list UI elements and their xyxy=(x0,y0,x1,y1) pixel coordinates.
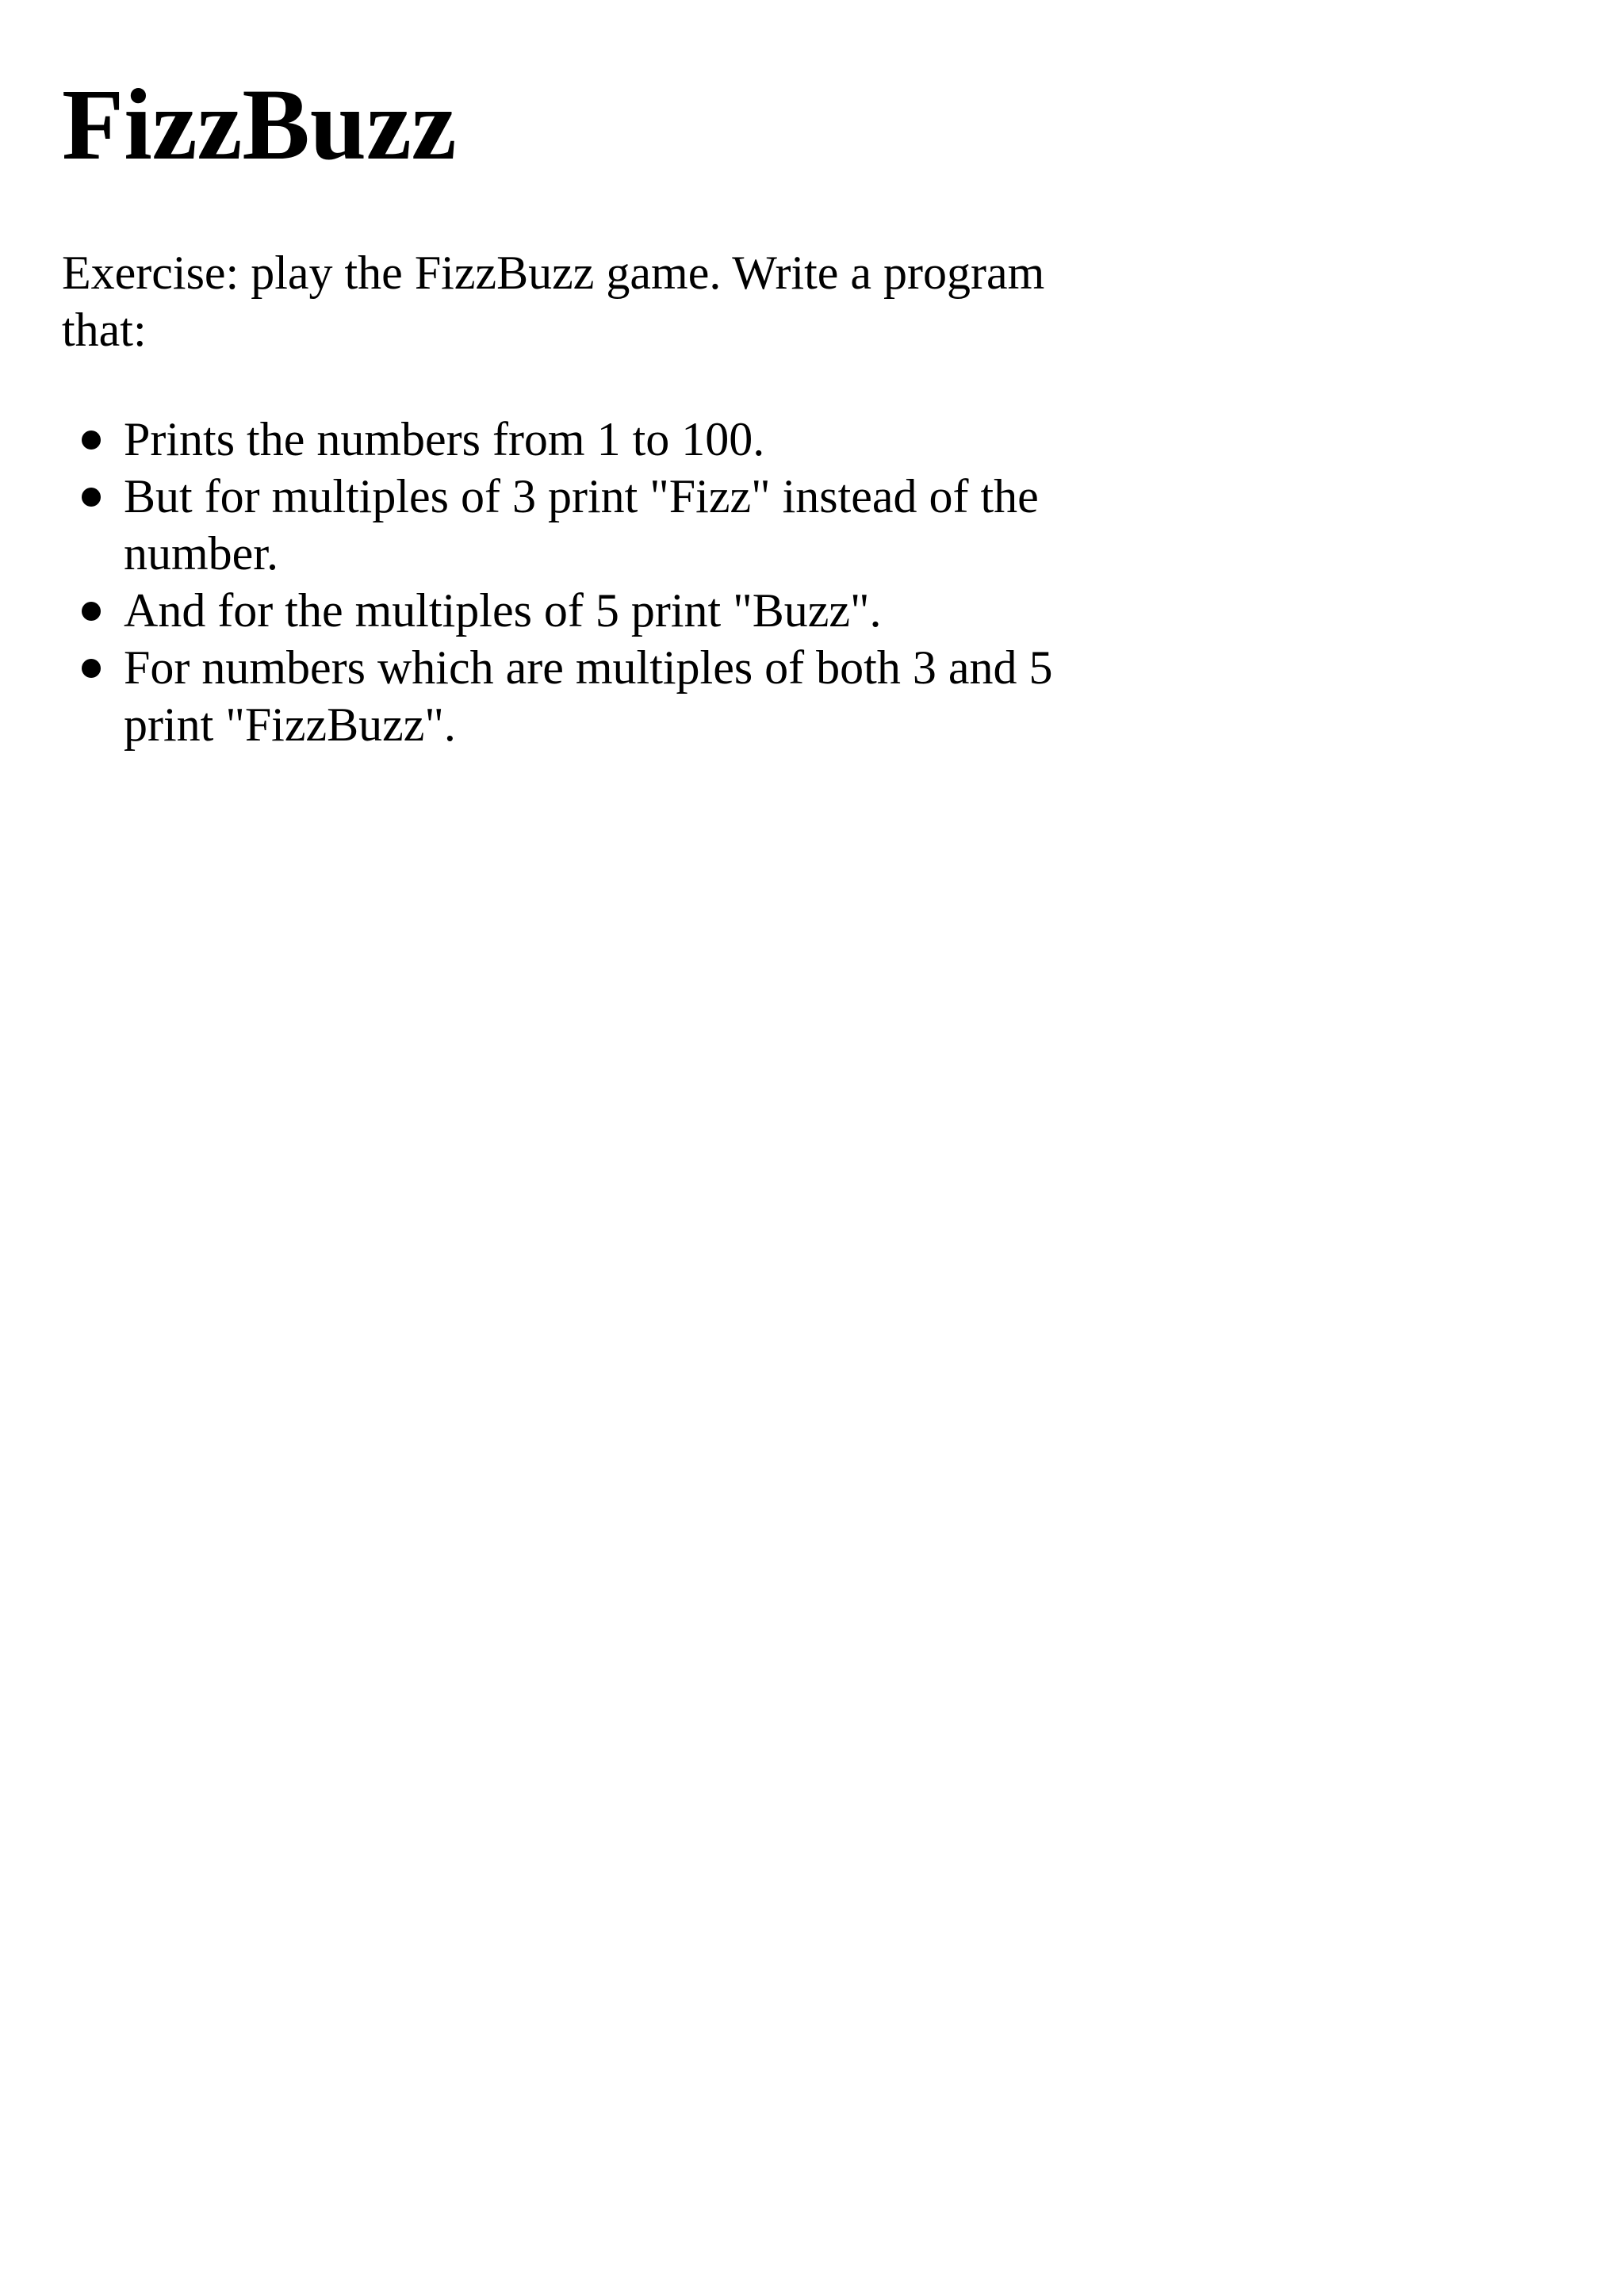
bullet-icon xyxy=(82,488,101,507)
list-item-text: Prints the numbers from 1 to 100. xyxy=(124,413,765,465)
bullet-icon xyxy=(82,659,101,678)
list-item xyxy=(124,411,1116,468)
list-item xyxy=(124,582,1116,639)
list-item-text: And for the multiples of 5 print "Buzz". xyxy=(124,584,882,637)
bullet-icon xyxy=(82,602,101,621)
intro-paragraph: Exercise: play the FizzBuzz game. Write a program that: xyxy=(62,247,1045,356)
document-page xyxy=(62,0,1116,753)
rules-list xyxy=(62,411,1116,753)
list-item xyxy=(124,468,1116,582)
list-item xyxy=(124,639,1116,753)
list-item-text: But for multiples of 3 print "Fizz" instead of the number. xyxy=(124,470,1039,580)
list-item-text: For numbers which are multiples of both 3 and 5 print "FizzBuzz". xyxy=(124,641,1053,751)
page-title: FizzBuzz xyxy=(62,68,457,181)
bullet-icon xyxy=(82,430,101,450)
